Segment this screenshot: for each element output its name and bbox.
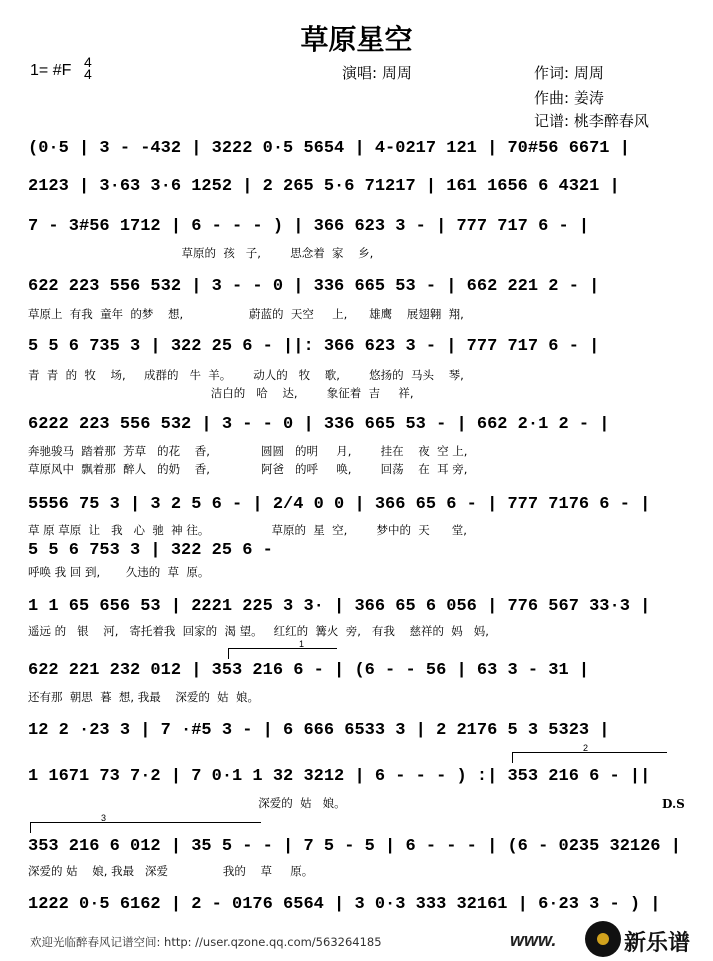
lyricist: 作词: 周周	[534, 64, 604, 82]
first-ending-bracket: 1	[228, 648, 337, 659]
second-ending-bracket: 2	[512, 752, 667, 763]
score-line-5: 5 5 6 735 3 | 322 25 6 - ||: 366 623 3 - | 777 717 6 - |	[28, 337, 600, 356]
key-signature: 1= #F	[30, 62, 72, 79]
score-line-1: (0·5 | 3 - -432 | 3222 0·5 5654 | 4-0217 121 | 70#56 6671 |	[28, 139, 630, 158]
lyric-line-8: 呼唤 我 回 到, 久违的 草 原。	[28, 565, 210, 579]
transcriber: 记谱: 桃李醉春风	[534, 112, 649, 130]
score-line-14: 1222 0·5 6162 | 2 - 0176 6564 | 3 0·3 333 32161 | 6·23 3 - ) |	[28, 895, 661, 914]
score-line-12: 1 1671 73 7·2 | 7 0·1 1 32 3212 | 6 - - - ) :| 353 216 6 - ||	[28, 767, 651, 786]
time-signature	[84, 56, 92, 80]
lyric-line-9: 遥远 的 银 河, 寄托着我 回家的 渴 望。 红红的 篝火 旁, 有我 慈祥的 妈 妈,	[28, 624, 489, 638]
footer-text: 欢迎光临醉春风记谱空间: http: //user.qzone.qq.com/563264185	[30, 935, 382, 949]
site-logo-icon	[585, 921, 621, 957]
dal-segno-mark: D.S	[662, 797, 685, 811]
score-line-6: 6222 223 556 532 | 3 - - 0 | 336 665 53 - | 662 2·1 2 - |	[28, 415, 610, 434]
score-line-3: 7 - 3#56 1712 | 6 - - - ) | 366 623 3 - | 777 717 6 - |	[28, 217, 590, 236]
lyric-line-7: 草 原 草原 让 我 心 驰 神 往。 草原的 星 空, 梦中的 天 堂,	[28, 523, 467, 537]
score-line-7: 5556 75 3 | 3 2 5 6 - | 2/4 0 0 | 366 65 6 - | 777 7176 6 - |	[28, 495, 651, 514]
singer: 演唱: 周周	[342, 64, 412, 82]
song-title: 草原星空	[300, 23, 413, 56]
score-line-13: 353 216 6 012 | 35 5 - - | 7 5 - 5 | 6 - - - | (6 - 0235 32126 |	[28, 837, 681, 856]
lyric-line-6b: 草原风中 飘着那 醉人 的奶 香, 阿爸 的呼 唤, 回荡 在 耳 旁,	[28, 462, 468, 476]
watermark-text: www.	[510, 930, 557, 950]
lyric-line-6a: 奔驰骏马 踏着那 芳草 的花 香, 圆圆 的明 月, 挂在 夜 空 上,	[28, 444, 468, 458]
lyric-line-12: 深爱的 姑 娘。	[28, 796, 346, 810]
lyric-line-3: 草原的 孩 子, 思念着 家 乡,	[28, 246, 374, 260]
score-line-2: 2123 | 3·63 3·6 1252 | 2 265 5·6 71217 | 161 1656 6 4321 |	[28, 177, 620, 196]
meter-top: 4	[84, 54, 92, 70]
score-line-11: 12 2 ·23 3 | 7 ·#5 3 - | 6 666 6533 3 | 2 2176 5 3 5323 |	[28, 721, 610, 740]
lyric-line-4: 草原上 有我 童年 的梦 想, 蔚蓝的 天空 上, 雄鹰 展翅翱 翔,	[28, 307, 464, 321]
lyric-line-5a: 青 青 的 牧 场, 成群的 牛 羊。 动人的 牧 歌, 悠扬的 马头 琴,	[28, 368, 464, 382]
lyric-line-5b: 洁白的 哈 达, 象征着 吉 祥,	[28, 386, 414, 400]
score-line-8: 5 5 6 753 3 | 322 25 6 -	[28, 541, 273, 560]
lyric-line-13: 深爱的 姑 娘, 我最 深爱 我的 草 原。	[28, 864, 314, 878]
score-line-9: 1 1 65 656 53 | 2221 225 3 3· | 366 65 6 056 | 776 567 33·3 |	[28, 597, 651, 616]
score-line-10: 622 221 232 012 | 353 216 6 - | (6 - - 56 | 63 3 - 31 |	[28, 661, 590, 680]
meter-bottom: 4	[84, 66, 92, 82]
score-line-4: 622 223 556 532 | 3 - - 0 | 336 665 53 - | 662 221 2 - |	[28, 277, 600, 296]
site-logo-text: 新乐谱	[624, 930, 691, 955]
third-ending-bracket: 3	[30, 822, 261, 833]
lyric-line-10: 还有那 朝思 暮 想, 我最 深爱的 姑 娘。	[28, 690, 259, 704]
composer: 作曲: 姜涛	[534, 89, 604, 107]
